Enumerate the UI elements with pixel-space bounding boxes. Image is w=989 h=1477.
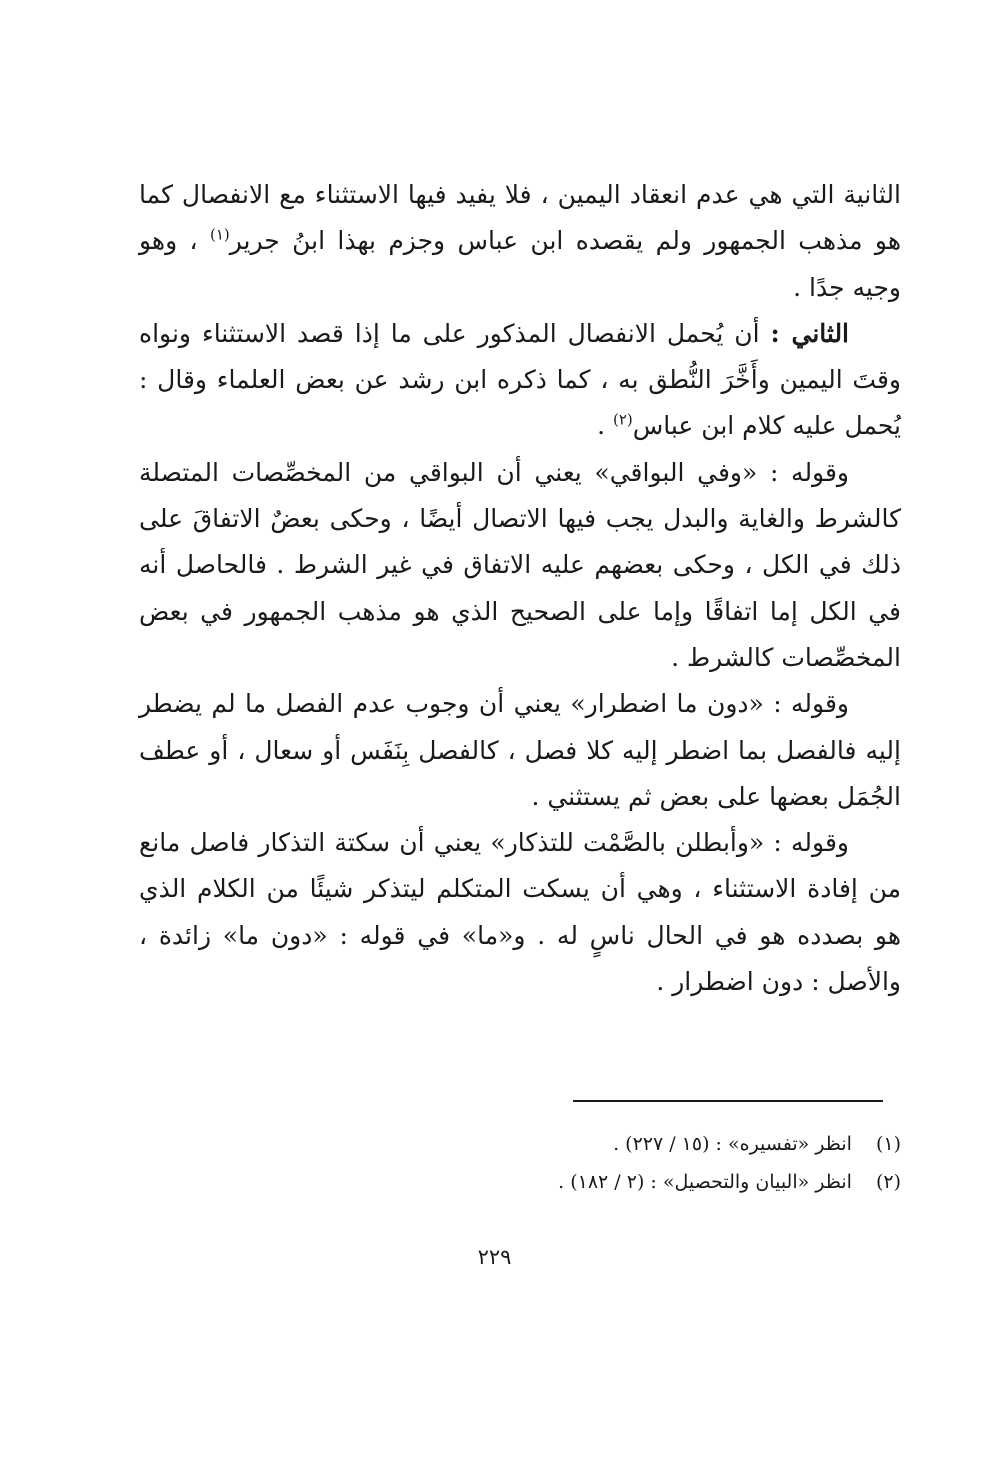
paragraph-text: وقوله : «دون ما اضطرار» يعني أن وجوب عدم الفصل ما لم يضطر إليه فالفصل بما اضطر إليه كلا فصل ، كالفصل بِنَفَس أو سعال ، أو عطف الجُمَل بعضها على بعض ثم يستثني . (139, 689, 901, 811)
footnote-number: (١) (875, 1133, 901, 1155)
footnote-ref: (١) (209, 225, 230, 244)
footnote-number: (٢) (875, 1171, 901, 1193)
paragraph-lead: الثاني : (770, 318, 850, 348)
paragraph-text: الثانية التي هي عدم انعقاد اليمين ، فلا يفيد فيها الاستثناء مع الانفصال كما هو مذهب الجمهور ولم يقصده ابن عباس وجزم بهذا ابنُ جرير (139, 180, 902, 256)
paragraph-3 (139, 450, 901, 681)
body-text (139, 172, 901, 1005)
page-number: ٢٢٩ (477, 1245, 512, 1269)
footnote-divider (573, 1100, 883, 1102)
footnote-ref: (٢) (612, 411, 633, 430)
footnote-2 (139, 1163, 901, 1201)
paragraph-2 (139, 311, 901, 450)
paragraph-4 (139, 681, 901, 820)
footnotes (139, 1125, 901, 1201)
paragraph-text: أن يُحمل الانفصال المذكور على ما إذا قصد الاستثناء ونواه وقتَ اليمين وأَخَّرَ النُّطق به ، كما ذكره ابن رشد عن بعض العلماء وقال : يُحمل عليه كلام ابن عباس (139, 318, 901, 441)
footnote-text: انظر «تفسيره» : (١٥ / ٢٢٧) . (613, 1133, 852, 1155)
paragraph-tail: . (597, 411, 613, 441)
footnote-text: انظر «البيان والتحصيل» : (٢ / ١٨٢) . (558, 1171, 852, 1193)
paragraph-text: وقوله : «وأبطلن بالصَّمْت للتذكار» يعني أن سكتة التذكار فاصل مانع من إفادة الاستثناء ، وهي أن يسكت المتكلم ليتذكر شيئًا من الكلام الذي هو بصدده هو في الحال ناسٍ له . و«ما» في قوله : «دون ما» زائدة ، والأصل : دون اضطرار . (139, 828, 901, 997)
paragraph-text: وقوله : «وفي البواقي» يعني أن البواقي من المخصِّصات المتصلة كالشرط والغاية والبدل يجب فيها الاتصال أيضًا ، وحكى بعضٌ الاتفاقَ على ذلك في الكل ، وحكى بعضهم عليه الاتفاق في غير الشرط . فالحاصل أنه في الكل إما اتفاقًا وإما على الصحيح الذي هو مذهب الجمهور في بعض المخصِّصات كالشرط . (139, 457, 901, 672)
paragraph-1 (139, 172, 901, 311)
footnote-1 (139, 1125, 901, 1163)
paragraph-5 (139, 820, 901, 1005)
paragraph-tail: ، وهو وجيه جدًا . (139, 226, 901, 302)
